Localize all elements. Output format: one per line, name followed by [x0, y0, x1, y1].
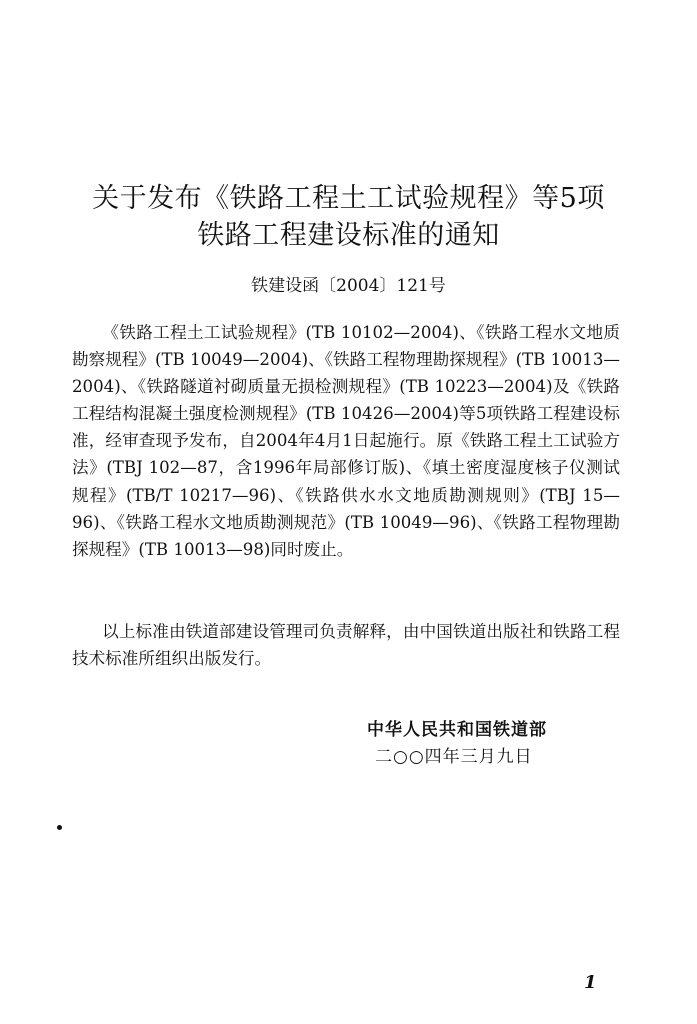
body-paragraph-2	[72, 618, 620, 672]
page-number: 1	[584, 972, 597, 993]
issue-date: 二○○四年三月九日	[375, 747, 533, 767]
body-paragraph-2-text: 以上标准由铁道部建设管理司负责解释，由中国铁道出版社和铁路工程技术标准所组织出版发行。	[72, 622, 620, 669]
document-number: 铁建设函〔2004〕121号	[251, 276, 446, 296]
title-line-1: 关于发布《铁路工程土工试验规程》等5项	[92, 183, 605, 214]
stray-dot-mark	[57, 825, 62, 830]
body-paragraph-1-text: 《铁路工程土工试验规程》(TB 10102—2004)、《铁路工程水文地质勘察规程》(TB 10049—2004)、《铁路工程物理勘探规程》(TB 10013—2004)、《铁路隧道衬砌质量无损检测规程》(TB 10223—2004)及《铁路工程结构混凝土强度检测规程》(TB 10426—2004)等5项铁路工程建设标准，经审查现予发布，自2004年4月1日起施行。原《铁路工程土工试验方法》(TBJ 102—87，含1996年局部修订版)、《填土密度湿度核子仪测试规程》(TB/T 10217—96)、《铁路供水水文地质勘测规则》(TBJ 15—96)、《铁路工程水文地质勘测规范》(TB 10049—96)、《铁路工程物理勘探规程》(TB 10013—98)同时废止。	[72, 323, 620, 559]
issuer-signature: 中华人民共和国铁道部	[367, 720, 547, 740]
title-line-2: 铁路工程建设标准的通知	[197, 220, 500, 251]
body-paragraph-1	[72, 319, 620, 563]
